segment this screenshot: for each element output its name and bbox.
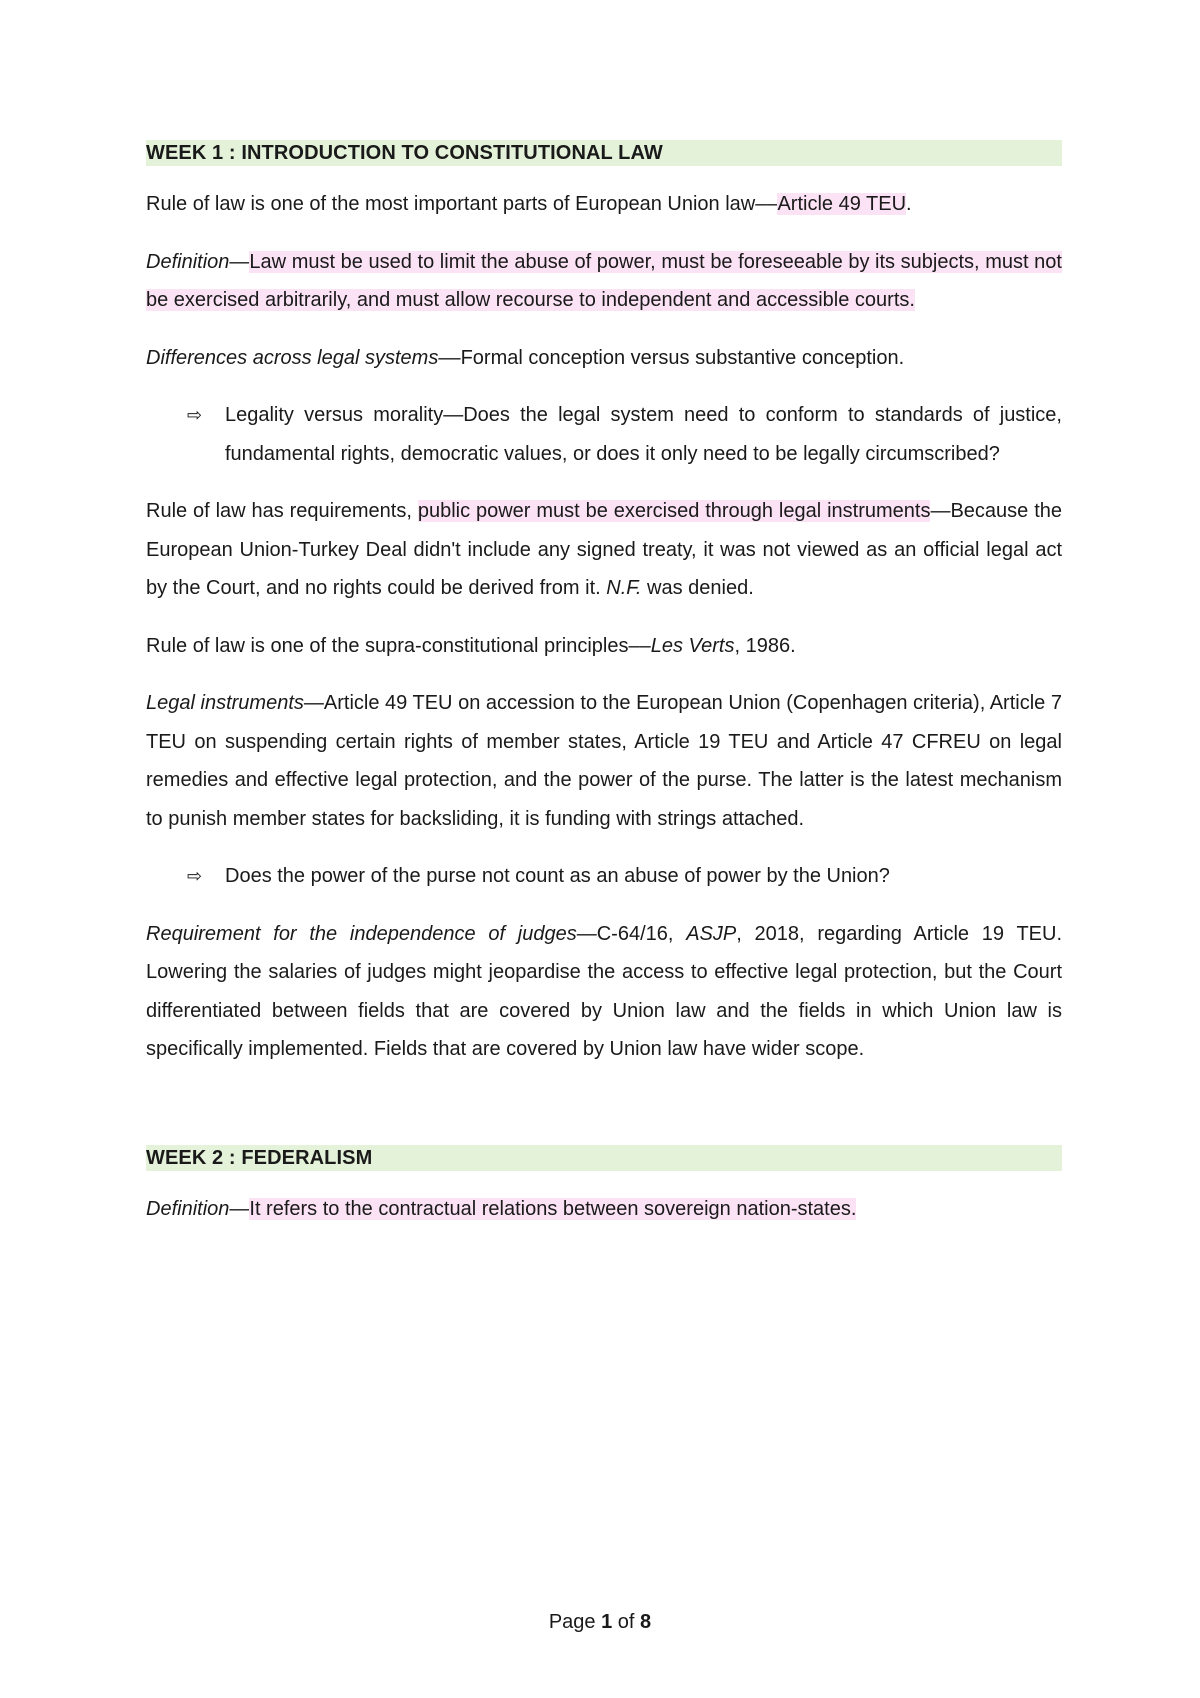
week2-paragraph-definition: Definition—It refers to the contractual relations between sovereign nation-states. — [146, 1197, 857, 1220]
term-independence-judges: Requirement for the independence of judges — [146, 922, 577, 945]
page-of-label: of — [617, 1611, 635, 1633]
case-name-nf: N.F. — [606, 577, 642, 599]
document-body — [146, 140, 1062, 1247]
current-page-number: 1 — [601, 1611, 613, 1633]
week1-paragraph-legal-instruments: Legal instruments—Article 49 TEU on accession to the European Union (Copenhagen criteria), Article 7 TEU on suspending certain rights of member states, Article 19 TEU and Article 47 CFREU on legal remedies and effective legal protection, and the power of the purse. The latter is the latest mechanism to punish member states for backsliding, it is funding with strings attached. — [146, 692, 1062, 830]
case-name-asjp: ASJP — [686, 922, 737, 945]
bullet-power-of-purse: ⇨ Does the power of the purse not count as an abuse of power by the Union? — [146, 857, 1062, 896]
page-footer — [0, 1610, 1200, 1634]
outline-right-arrow-icon: ⇨ — [187, 405, 203, 425]
term-definition: Definition — [146, 250, 230, 273]
outline-right-arrow-icon: ⇨ — [187, 866, 203, 886]
bullet-legality-morality: ⇨ Legality versus morality—Does the legal system need to conform to standards of justice, fundamental rights, democratic values, or does it only need to be legally circumscribed? — [146, 396, 1062, 473]
total-page-count: 8 — [640, 1611, 652, 1633]
week1-paragraph-definition: Definition—Law must be used to limit the abuse of power, must be foreseeable by its subjects, must not be exercised arbitrarily, and must allow recourse to independent and accessible courts. — [146, 250, 1062, 311]
week1-paragraph-requirements: Rule of law has requirements, public power must be exercised through legal instruments—Because the European Union-Turkey Deal didn't include any signed treaty, it was not viewed as an official legal act by the Court, and no rights could be derived from it. N.F. was denied. — [146, 500, 1062, 599]
highlight-public-power: public power must be exercised through legal instruments — [417, 500, 931, 522]
term-differences: Differences across legal systems — [146, 346, 439, 369]
highlight-article-49: Article 49 TEU — [777, 193, 907, 215]
week1-paragraph-supra-constitutional: Rule of law is one of the supra-constitutional principles––Les Verts, 1986. — [146, 634, 796, 657]
case-name-les-verts: Les Verts — [650, 634, 735, 657]
week1-heading: WEEK 1 : INTRODUCTION TO CONSTITUTIONAL LAW — [146, 140, 1062, 166]
highlight-federalism-definition: It refers to the contractual relations between sovereign nation-states. — [249, 1197, 857, 1220]
week2-heading: WEEK 2 : FEDERALISM — [146, 1145, 1062, 1171]
term-legal-instruments: Legal instruments — [146, 692, 304, 714]
week1-paragraph-independence-judges: Requirement for the independence of judges—C-64/16, ASJP, 2018, regarding Article 19 TEU. Lowering the salaries of judges might jeopardise the access to effective legal protection, but the Court differentiated between fields that are covered by Union law and the fields in which Union law is specifically implemented. Fields that are covered by Union law have wider scope. — [146, 922, 1063, 1060]
highlight-definition: Law must be used to limit the abuse of power, must be foreseeable by its subjects, must not be exercised arbitrarily, and must allow recourse to independent and accessible courts. — [146, 250, 1062, 311]
week1-paragraph-differences: Differences across legal systems––Formal conception versus substantive conception. — [146, 346, 905, 369]
week1-paragraph-rule-of-law: Rule of law is one of the most important parts of European Union law––Article 49 TEU. — [146, 193, 912, 215]
term-definition: Definition — [146, 1197, 230, 1220]
section-spacer — [146, 1088, 1062, 1145]
page-label: Page — [548, 1611, 596, 1633]
